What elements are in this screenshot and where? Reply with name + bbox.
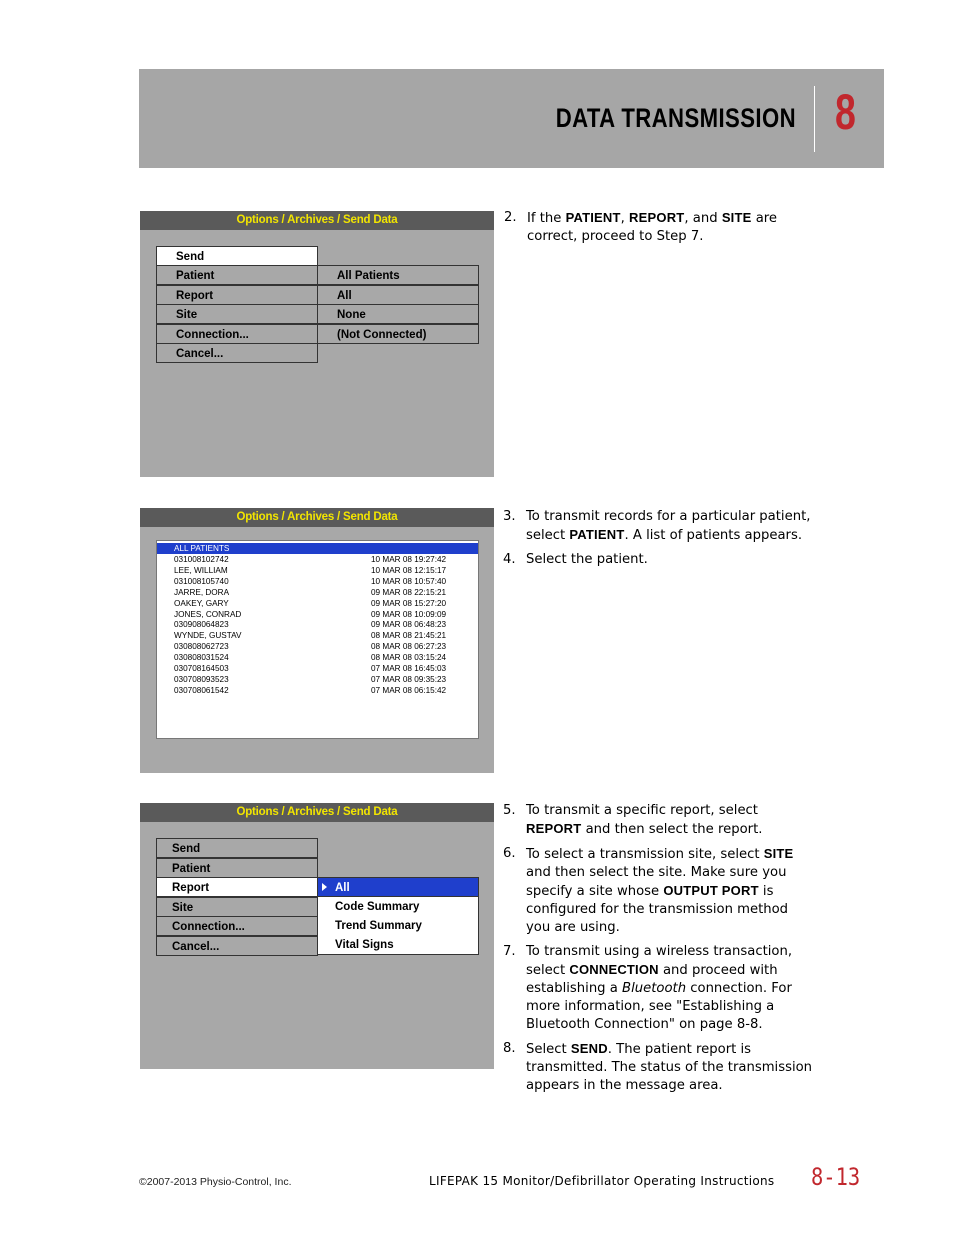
chapter-header	[139, 69, 884, 168]
menu-patient[interactable]	[156, 265, 318, 285]
menu-connection[interactable]	[156, 916, 318, 936]
step-2	[504, 209, 816, 246]
patient-name: 031008105740	[174, 576, 229, 586]
menu-site[interactable]	[156, 304, 318, 324]
step-text: ,	[620, 211, 630, 226]
patient-name: OAKEY, GARY	[174, 598, 229, 608]
option-label: Code Summary	[335, 901, 420, 913]
header-divider	[814, 86, 815, 152]
menu-send[interactable]	[156, 246, 318, 266]
menu-send[interactable]	[156, 838, 318, 858]
patient-record-date: 10 MAR 08 19:27:42	[371, 555, 447, 564]
step-emphasis: Bluetooth	[622, 981, 687, 996]
chapter-number: 8	[835, 84, 856, 140]
patient-row[interactable]	[157, 663, 478, 674]
step-text: To transmit a specific report, select	[526, 803, 758, 818]
steps-block-2	[503, 508, 815, 575]
menu-label: Patient	[172, 863, 211, 875]
patient-list[interactable]	[156, 540, 479, 739]
menu-value: All	[337, 290, 352, 302]
menu-site-value	[317, 304, 479, 324]
menu-patient[interactable]	[156, 858, 318, 878]
menu-connection[interactable]	[156, 324, 318, 344]
steps-block-3	[503, 802, 815, 1101]
option-label: Vital Signs	[335, 939, 394, 951]
page-number: 8-13	[811, 1163, 861, 1191]
patient-record-date: 09 MAR 08 15:27:20	[371, 598, 447, 608]
step-keyword: SITE	[763, 846, 794, 861]
step-4	[503, 551, 815, 569]
menu-label: Patient	[176, 270, 215, 282]
send-data-screen-3	[140, 803, 494, 1069]
step-keyword: SITE	[721, 210, 752, 225]
menu-label: Report	[172, 882, 210, 894]
step-keyword: REPORT	[629, 210, 685, 225]
patient-record-date: 09 MAR 08 22:15:21	[371, 587, 447, 597]
menu-report[interactable]	[156, 877, 318, 897]
menu-patient-value	[317, 265, 479, 285]
patient-name: JARRE, DORA	[174, 587, 230, 597]
step-number: 4.	[503, 552, 516, 567]
step-text: are correct, proceed to Step 7.	[527, 211, 778, 244]
patient-record-date: 07 MAR 08 09:35:23	[371, 674, 447, 684]
step-keyword: CONNECTION	[569, 962, 659, 977]
menu-cancel[interactable]	[156, 343, 318, 363]
menu-report[interactable]	[156, 285, 318, 305]
menu-value: (Not Connected)	[337, 329, 427, 341]
patient-record-date: 07 MAR 08 06:15:42	[371, 685, 447, 695]
patient-row[interactable]	[157, 565, 478, 576]
patient-record-date: 07 MAR 08 16:45:03	[371, 664, 447, 673]
menu-connection-value	[317, 324, 479, 344]
patient-name: 030708164503	[174, 664, 229, 673]
step-keyword: REPORT	[526, 821, 582, 836]
patient-record-date: 09 MAR 08 06:48:23	[371, 620, 447, 630]
step-8	[503, 1040, 815, 1095]
report-option-code-summary[interactable]	[317, 897, 479, 917]
patient-row[interactable]	[157, 619, 478, 630]
patient-record-date: 10 MAR 08 10:57:40	[371, 576, 447, 586]
report-option-vital-signs[interactable]	[317, 935, 479, 955]
menu-label: Site	[172, 902, 194, 914]
patient-name: JONES, CONRAD	[174, 609, 242, 619]
send-data-screen-1	[140, 211, 494, 477]
patient-name: ALL PATIENTS	[174, 544, 230, 553]
patient-record-date: 09 MAR 08 10:09:09	[371, 609, 447, 619]
step-keyword: OUTPUT PORT	[663, 883, 759, 898]
step-text: To transmit using a wireless transaction, select	[526, 944, 793, 978]
menu-label: Report	[176, 290, 214, 302]
menu-label: Connection...	[172, 921, 245, 933]
step-text: is configured for the transmission method you are using.	[526, 884, 789, 935]
patient-record-date: 08 MAR 08 03:15:24	[371, 653, 447, 663]
report-option-all[interactable]	[317, 877, 479, 897]
footer-document-title: LIFEPAK 15 Monitor/Defibrillator Operating Instructions	[429, 1174, 775, 1188]
patient-row[interactable]	[157, 587, 478, 598]
step-text: To select a transmission site, select	[526, 847, 764, 862]
step-text: , and	[684, 211, 722, 226]
patient-list-header[interactable]	[157, 543, 478, 554]
patient-row[interactable]	[157, 598, 478, 609]
option-label: Trend Summary	[335, 920, 422, 932]
patient-row[interactable]	[157, 576, 478, 587]
patient-row[interactable]	[157, 609, 478, 620]
step-text: Select the patient.	[526, 552, 648, 567]
menu-label: Send	[172, 843, 201, 855]
patient-name: WYNDE, GUSTAV	[174, 631, 242, 641]
step-text: To transmit records for a particular patient, select	[526, 509, 811, 543]
menu-report-value	[317, 285, 479, 305]
patient-name: 030708093523	[174, 674, 229, 684]
patient-row[interactable]	[157, 554, 478, 565]
step-keyword: PATIENT	[565, 210, 621, 225]
patient-name: LEE, WILLIAM	[174, 565, 228, 575]
menu-label: Cancel...	[176, 348, 224, 360]
step-number: 6.	[503, 846, 516, 861]
patient-name: 030808031524	[174, 653, 229, 663]
patient-row[interactable]	[157, 652, 478, 663]
patient-row[interactable]	[157, 685, 478, 696]
patient-name: 030808062723	[174, 642, 229, 652]
chapter-title: DATA TRANSMISSION	[555, 103, 796, 133]
step-text: If the	[527, 211, 566, 226]
patient-name: 030708061542	[174, 685, 229, 695]
step-3	[503, 508, 815, 545]
report-option-trend-summary[interactable]	[317, 916, 479, 936]
screen-title: Options / Archives / Send Data	[140, 508, 494, 527]
steps-block-1	[504, 209, 816, 252]
step-keyword: PATIENT	[569, 527, 625, 542]
patient-row[interactable]	[157, 641, 478, 652]
step-7	[503, 943, 815, 1034]
step-number: 5.	[503, 803, 516, 818]
menu-value: All Patients	[337, 270, 400, 282]
step-5	[503, 802, 815, 839]
option-label: All	[335, 882, 350, 894]
menu-label: Send	[176, 251, 205, 263]
screen-title: Options / Archives / Send Data	[140, 211, 494, 230]
menu-label: Cancel...	[172, 941, 220, 953]
patient-record-date: 08 MAR 08 21:45:21	[371, 631, 447, 641]
screen-title: Options / Archives / Send Data	[140, 803, 494, 822]
patient-name: 030908064823	[174, 620, 229, 630]
step-text: and then select the site. Make sure you specify a site whose	[526, 865, 787, 899]
menu-label: Site	[176, 309, 198, 321]
step-text: and then select the report.	[581, 822, 763, 837]
selection-arrow-icon	[322, 883, 327, 891]
menu-value: None	[337, 309, 366, 321]
send-data-screen-2	[140, 508, 494, 773]
step-number: 2.	[504, 210, 517, 225]
patient-name: 031008102742	[174, 555, 229, 564]
patient-record-date: 08 MAR 08 06:27:23	[371, 642, 447, 652]
step-6	[503, 845, 815, 937]
patient-row[interactable]	[157, 674, 478, 685]
patient-record-date: 10 MAR 08 12:15:17	[371, 565, 447, 575]
menu-site[interactable]	[156, 897, 318, 917]
step-text: and proceed with establishing a	[526, 963, 778, 996]
step-number: 7.	[503, 944, 516, 959]
step-number: 8.	[503, 1041, 516, 1056]
menu-label: Connection...	[176, 329, 249, 341]
step-number: 3.	[503, 509, 516, 524]
step-text: connection. For more information, see "Establishing a Bluetooth Connection" on page 8-8.	[526, 981, 792, 1032]
step-keyword: SEND	[570, 1041, 608, 1056]
step-text: . The patient report is transmitted. The status of the transmission appears in the message area.	[526, 1042, 813, 1093]
footer-copyright: ©2007-2013 Physio-Control, Inc.	[139, 1176, 292, 1188]
step-text: . A list of patients appears.	[624, 528, 803, 543]
menu-cancel[interactable]	[156, 936, 318, 956]
step-text: Select	[526, 1042, 571, 1057]
patient-row[interactable]	[157, 630, 478, 641]
